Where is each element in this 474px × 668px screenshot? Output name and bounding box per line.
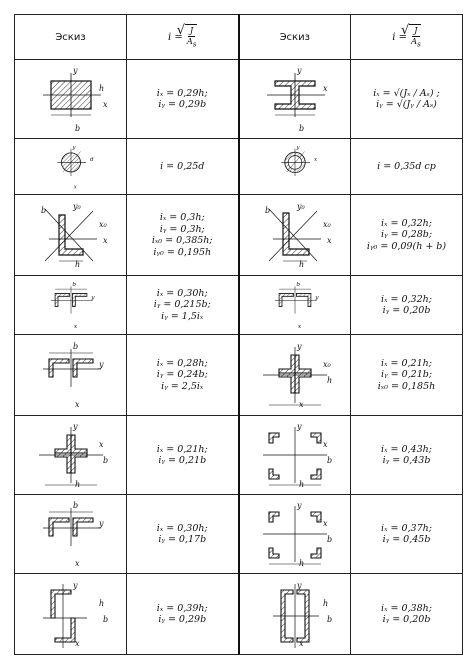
axis-label: y — [296, 501, 302, 510]
axis-label: h — [298, 260, 304, 269]
axis-label: x — [322, 84, 328, 93]
round-bar-section-icon — [21, 142, 121, 191]
axis-label: x — [74, 639, 80, 648]
axis-label: b — [298, 124, 304, 133]
sketch-cell-right — [239, 139, 351, 195]
radius-value: iᵧ = 0,20b — [382, 614, 431, 625]
axis-label: x — [73, 324, 77, 331]
radius-value: iᵧ = 0,21b; — [380, 369, 433, 381]
axis-label: h — [322, 599, 328, 608]
formula-cell-right — [351, 335, 463, 416]
formula-cell-left — [127, 416, 239, 495]
formula-cell-right — [351, 195, 463, 276]
axis-label: y — [296, 144, 300, 151]
formula-cell-right — [351, 495, 463, 574]
unequal-angle-section-icon — [245, 199, 345, 271]
axis-label: y₀ — [296, 202, 305, 211]
axis-label: y — [314, 295, 319, 302]
radius-value: iₓ = 0,38h; — [381, 602, 432, 614]
radius-values — [351, 294, 462, 317]
radius-values — [351, 161, 462, 173]
radius-value: iₓ = 0,39h; — [156, 602, 208, 614]
axis-label: y — [98, 360, 104, 369]
axis-label: b — [74, 124, 80, 133]
radius-value: iᵧ = 2,5iₓ — [161, 380, 204, 392]
axis-label: b — [102, 615, 108, 624]
axis-label: x — [298, 400, 304, 409]
radius-of-gyration-table — [14, 14, 463, 655]
axis-label: h — [326, 376, 332, 385]
radius-value: iᵧ = 0,28b; — [380, 229, 433, 241]
header-sketch-right: Эскиз — [239, 15, 351, 60]
axis-label: b — [71, 282, 76, 289]
axis-label: x₀ — [98, 220, 107, 229]
axis-label: y — [72, 581, 78, 590]
radius-value: iᵧ = 0,21b — [158, 455, 207, 466]
axis-label: y — [71, 144, 75, 151]
four-angle-box-section-icon — [245, 419, 345, 491]
axis-label: x — [326, 236, 332, 245]
sketch-cell-right — [239, 495, 351, 574]
axis-label: x — [102, 236, 108, 245]
radius-value: iₓ = 0,21h; — [381, 357, 432, 369]
axis-label: h — [74, 260, 80, 269]
sketch-cell-right — [239, 276, 351, 335]
axis-label: x₀ — [322, 220, 331, 229]
axis-label: y — [296, 422, 302, 431]
sketch-cell-left — [15, 60, 127, 139]
radius-value: iᵧ = 0,215b; — [153, 299, 211, 311]
radius-value: iₓ = 0,32h; — [381, 217, 432, 229]
formula-cell-right — [351, 416, 463, 495]
radius-value: iᵧ = √(Jᵧ / Aₛ) — [376, 99, 437, 110]
axis-label: h — [98, 84, 104, 93]
formula-cell-left — [127, 195, 239, 276]
sketch-cell-right — [239, 574, 351, 655]
formula-cell-left — [127, 574, 239, 655]
sketch-cell-right — [239, 416, 351, 495]
radius-value: iᵧ = 0,20b — [382, 305, 431, 316]
axis-label: x — [98, 440, 104, 449]
axis-label: y — [296, 342, 302, 351]
radius-value: iₓ = 0,28h; — [156, 357, 208, 369]
axis-label: b — [326, 535, 332, 544]
table-row — [15, 195, 463, 276]
rectangle-section-icon — [21, 63, 121, 135]
radius-value: iᵧ = 0,45b — [382, 534, 431, 545]
radius-value: iᵧ = 0,17b — [158, 534, 207, 545]
axis-label: b — [296, 282, 300, 289]
radius-values — [127, 358, 238, 393]
four-angle-lattice-section-icon — [245, 498, 345, 570]
table-row — [15, 139, 463, 195]
radius-value: iᵧ = 1,5iₓ — [161, 310, 204, 322]
radius-values — [351, 603, 462, 626]
header-formula-right — [351, 15, 463, 60]
axis-label: x — [297, 324, 301, 331]
sketch-cell-right — [239, 195, 351, 276]
sqrt: √ $\frac{J}{A_s}$ — [409, 24, 421, 50]
axis-label: b — [264, 206, 270, 215]
radius-value: iₓ = 0,3h; — [159, 212, 205, 223]
header-sketch-left: Эскиз — [15, 15, 127, 60]
axis-label: h — [74, 480, 80, 489]
formula-cell-left — [127, 139, 239, 195]
axis-label: y — [72, 66, 78, 75]
formula: i = √ $\frac{J}{A_s}$ — [392, 24, 421, 50]
axis-label: y — [296, 581, 302, 590]
radius-value: iₓ = √(Jₓ / Aₛ) ; — [373, 87, 440, 99]
equal-angle-section-icon — [21, 199, 121, 271]
radius-value: iₓ = 0,37h; — [381, 522, 432, 534]
sketch-cell-left — [15, 276, 127, 335]
formula: i = √ $\frac{J}{A_s}$ — [168, 24, 197, 50]
radius-value: iᵧ = 0,43b — [382, 455, 431, 466]
formula-cell-right — [351, 139, 463, 195]
axis-label: x — [313, 157, 317, 164]
axis-label: h — [298, 559, 304, 568]
cross-angle-section-icon — [245, 339, 345, 411]
table-row — [15, 60, 463, 139]
axis-label: h — [98, 599, 104, 608]
axis-label: x₀ — [322, 360, 331, 369]
i-beam-section-icon — [245, 63, 345, 135]
formula-cell-left — [127, 60, 239, 139]
sketch-cell-left — [15, 495, 127, 574]
radius-value: iₓ₀ = 0,185h — [377, 380, 436, 392]
axis-label: y — [296, 66, 302, 75]
sketch-cell-left — [15, 335, 127, 416]
radius-value: iₓ = 0,43h; — [381, 443, 432, 455]
axis-label: b — [102, 456, 108, 465]
axis-label: x — [322, 440, 328, 449]
radius-values — [351, 444, 462, 467]
axis-label: b — [72, 342, 78, 351]
radius-values — [127, 88, 238, 111]
axis-label: b — [72, 501, 78, 510]
sketch-cell-left — [15, 139, 127, 195]
radius-values — [127, 444, 238, 467]
sketch-cell-left — [15, 574, 127, 655]
radius-values — [351, 88, 462, 111]
radius-value: i = 0,25d — [160, 160, 205, 172]
radius-value: iₓ = 0,29h; — [156, 87, 208, 99]
axis-label: y — [90, 295, 94, 302]
sqrt: √ $\frac{J}{A_s}$ — [185, 24, 197, 50]
formula-cell-right — [351, 60, 463, 139]
channel-pair-section-icon — [245, 578, 345, 650]
axis-label: b — [326, 456, 332, 465]
radius-values — [351, 358, 462, 393]
double-angle-long-leg-icon — [21, 339, 121, 411]
axis-label: d — [89, 157, 94, 164]
radius-value: iₓ₀ = 0,385h; — [151, 235, 213, 246]
axis-label: b — [326, 615, 332, 624]
table-row — [15, 335, 463, 416]
axis-label: x — [73, 184, 77, 191]
double-angle-section-icon — [21, 279, 121, 331]
radius-values — [351, 523, 462, 546]
axis-label: x — [322, 519, 328, 528]
radius-values — [127, 212, 238, 258]
formula-cell-left — [127, 495, 239, 574]
tube-section-icon — [245, 142, 345, 191]
sketch-cell-right — [239, 335, 351, 416]
radius-value: iᵧ = 0,24b; — [156, 369, 208, 381]
radius-value: iₓ = 0,32h; — [381, 293, 432, 305]
double-angle-back-section-icon — [245, 279, 345, 331]
formula-cell-right — [351, 276, 463, 335]
table-row — [15, 574, 463, 655]
radius-value: iᵧ₀ = 0,195h — [153, 246, 212, 258]
axis-label: h — [298, 480, 304, 489]
radius-value: iᵧ = 0,3h; — [159, 223, 205, 235]
cruciform-angle-section-icon — [21, 419, 121, 491]
header-formula-left — [127, 15, 239, 60]
radius-value: iₓ = 0,21h; — [156, 443, 208, 455]
sketch-cell-right — [239, 60, 351, 139]
axis-label: x — [74, 559, 80, 568]
axis-label: x — [102, 100, 108, 109]
axis-label: x — [74, 400, 80, 409]
radius-values — [127, 603, 238, 626]
radius-value: iₓ = 0,30h; — [156, 522, 208, 534]
radius-value: iᵧ = 0,29b — [158, 614, 207, 625]
radius-value: iₓ = 0,30h; — [156, 287, 208, 299]
radius-value: iᵧ = 0,29b — [158, 99, 207, 110]
formula-cell-left — [127, 276, 239, 335]
radius-values — [127, 161, 238, 173]
radius-values — [127, 288, 238, 323]
tee-angle-section-icon — [21, 498, 121, 570]
sketch-cell-left — [15, 195, 127, 276]
radius-value: i = 0,35d cp — [377, 160, 436, 172]
zee-section-icon — [21, 578, 121, 650]
radius-values — [127, 523, 238, 546]
axis-label: y — [72, 422, 78, 431]
table-row — [15, 276, 463, 335]
sketch-cell-left — [15, 416, 127, 495]
axis-label: b — [40, 206, 46, 215]
radius-values — [351, 218, 462, 253]
formula-cell-right — [351, 574, 463, 655]
table-row — [15, 495, 463, 574]
formula-cell-left — [127, 335, 239, 416]
table-row — [15, 416, 463, 495]
axis-label: x — [298, 639, 304, 648]
radius-value: iᵧ₀ = 0,09(h + b) — [366, 240, 447, 252]
axis-label: y₀ — [72, 202, 81, 211]
axis-label: y — [98, 519, 104, 528]
header-row — [15, 15, 463, 60]
